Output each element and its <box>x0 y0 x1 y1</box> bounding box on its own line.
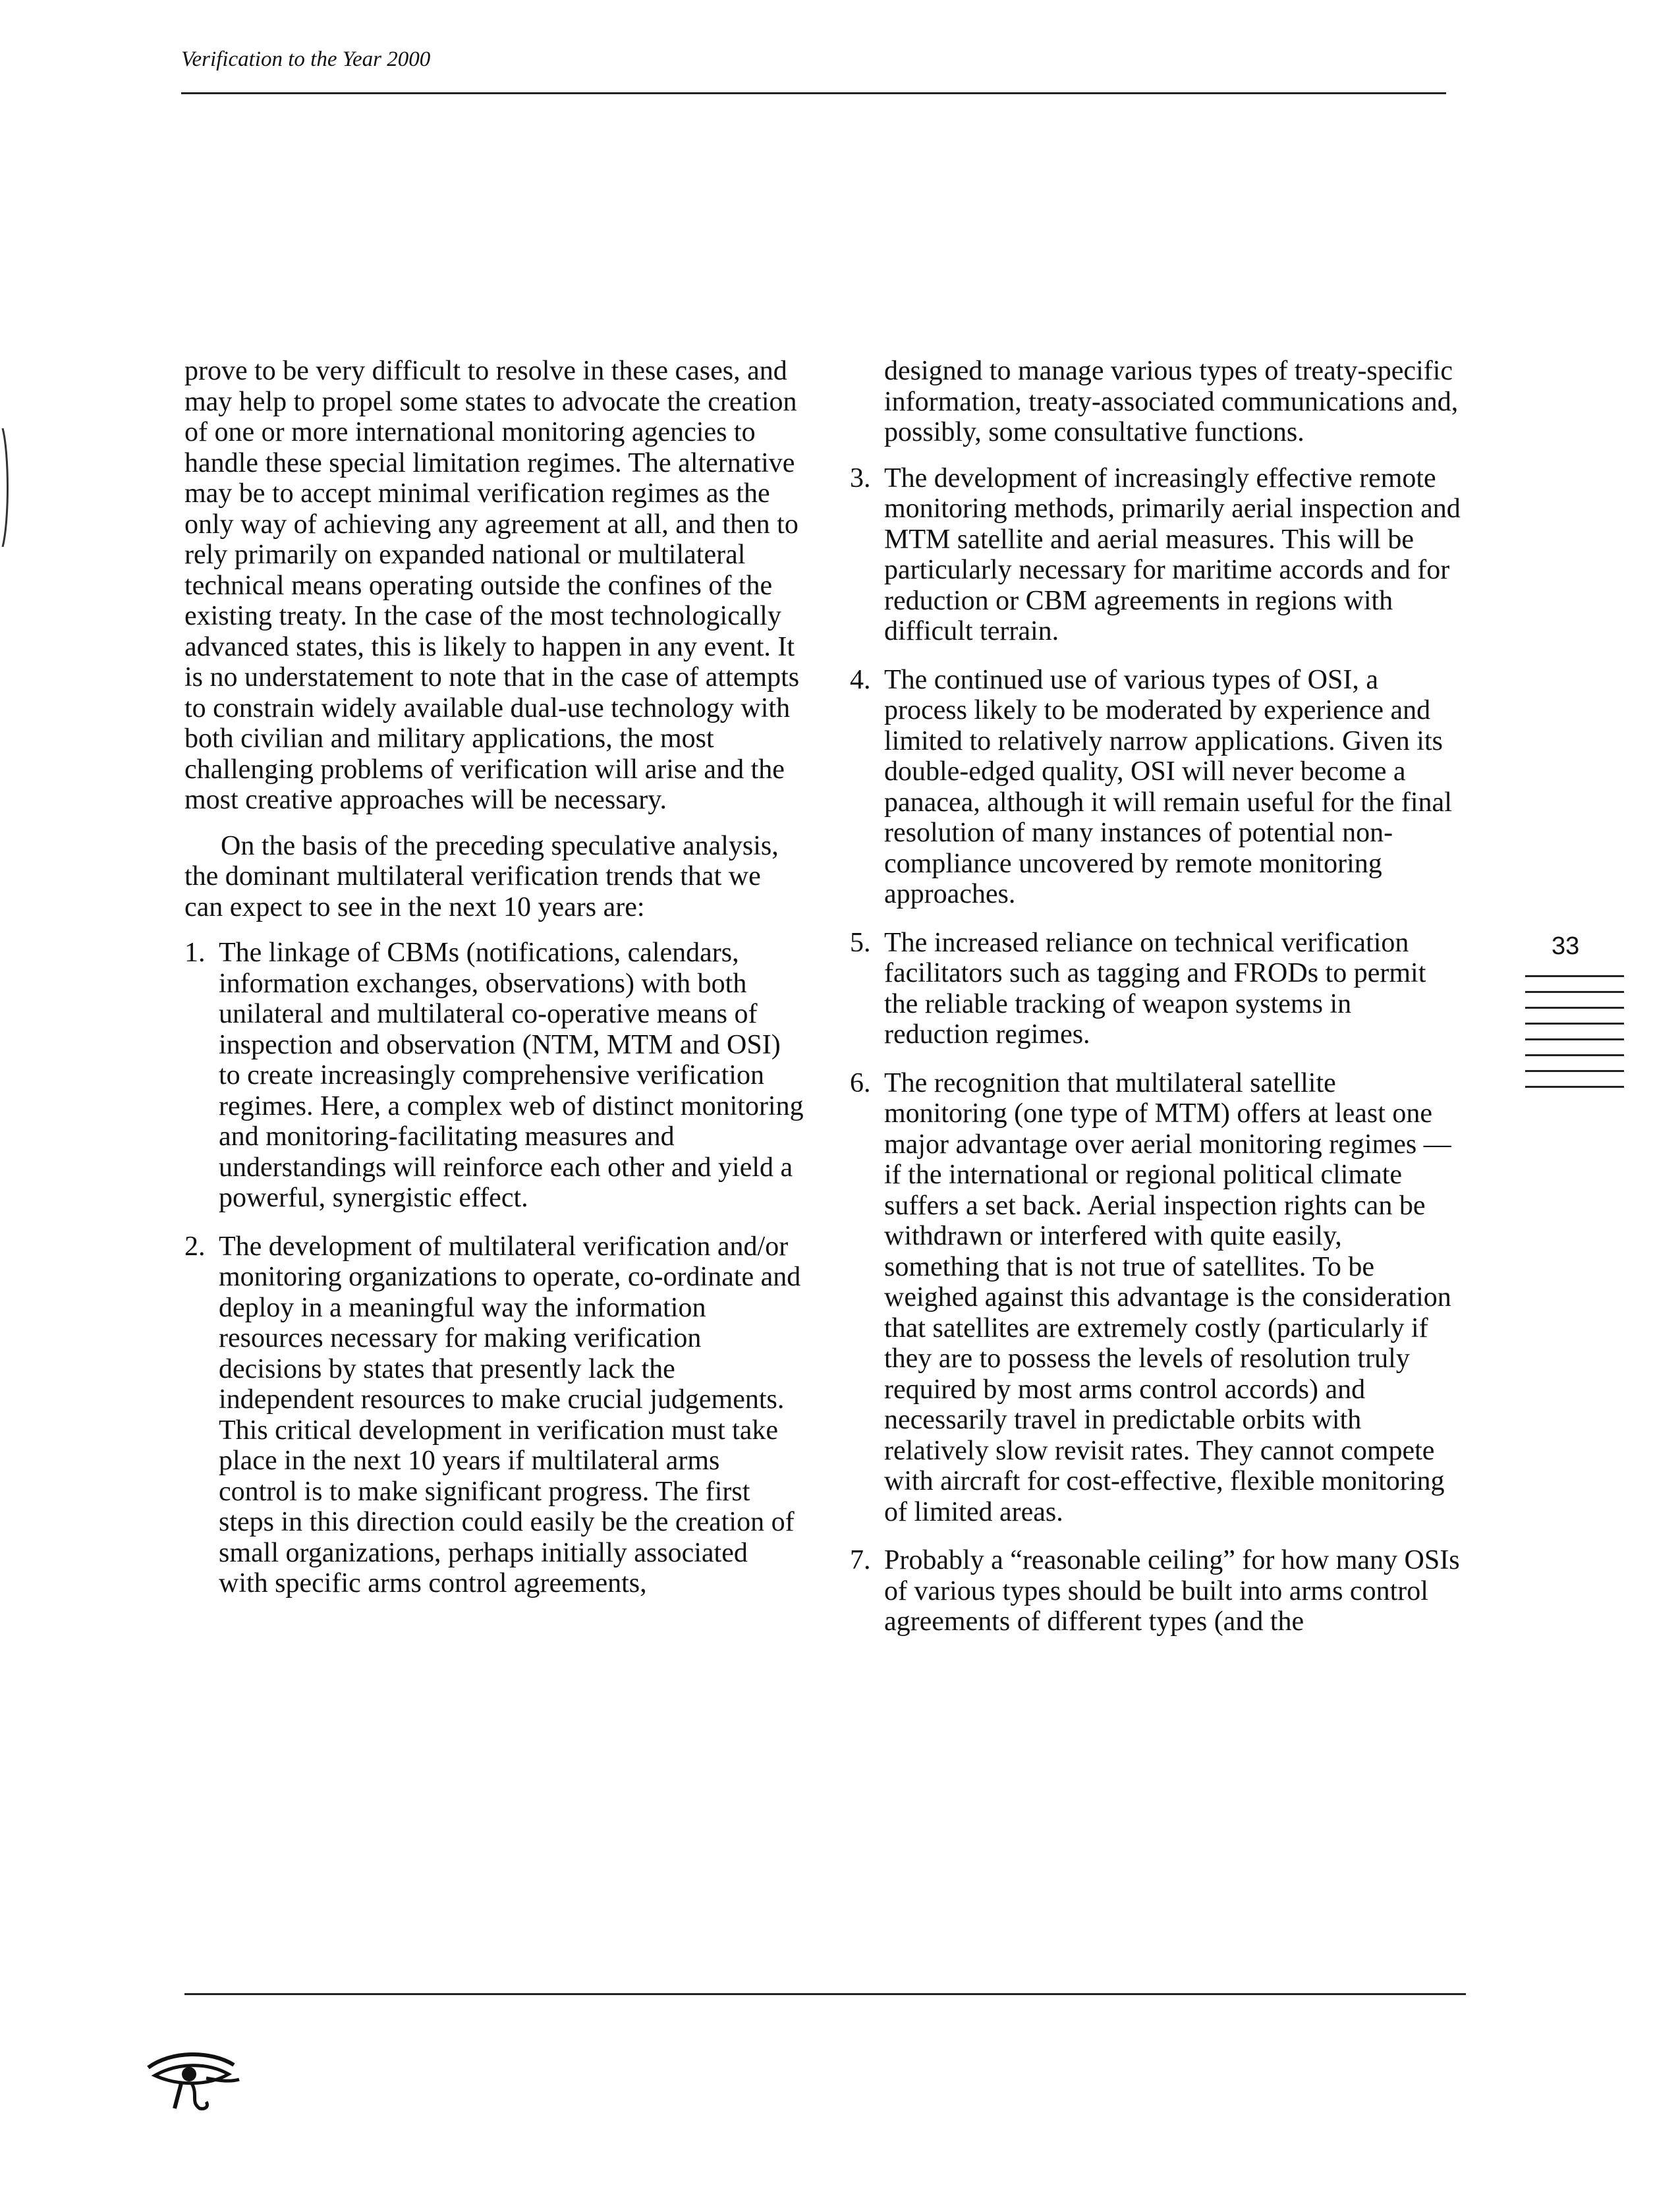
list-item-number: 5. <box>850 927 871 958</box>
right-column <box>850 356 1463 1655</box>
list-item-number: 7. <box>850 1545 871 1575</box>
list-item-number: 6. <box>850 1067 871 1098</box>
paragraph-intro: On the basis of the preceding speculative analysis, the dominant multilateral verification trends that we can expect to see in the next 10 years are: <box>184 830 779 922</box>
list-item <box>184 938 804 1214</box>
list-item-number: 1. <box>184 938 206 968</box>
list-item <box>850 463 1463 647</box>
list-item-text: Probably a “reasonable ceiling” for how many OSIs of various types should be built into arms control agreements of different types (and the <box>884 1545 1460 1637</box>
paragraph-continuation: prove to be very difficult to resolve in these cases, and may help to propel some states to advocate the creation of one or more international monitoring agencies to handle these special limitation regimes. The alternative may be to accept minimal verification regimes as the only way of achieving any agreement at all, and then to rely primarily on expanded national or multilateral technical means operating outside the confines of the existing treaty. In the case of the most technologically advanced states, this is likely to happen in any event. It is no understatement to note that in the case of attempts to constrain widely available dual-use technology with both civilian and military applications, the most challenging problems of verification will arise and the most creative approaches will be necessary. <box>184 356 800 815</box>
header-rule <box>181 92 1446 94</box>
eye-of-horus-icon <box>142 2049 240 2112</box>
running-header: Verification to the Year 2000 <box>181 47 431 71</box>
list-item <box>850 1545 1463 1637</box>
list-item <box>850 1068 1463 1528</box>
margin-rules <box>1525 975 1624 1102</box>
list-item-text: The continued use of various types of OSI, a process likely to be moderated by experience and limited to relatively narrow applications. Given its double-edged quality, OSI will never become a panacea, although it will remain useful for the final resolution of many instances of potential non-compliance uncovered by remote monitoring approaches. <box>884 664 1452 909</box>
footer-rule <box>184 1993 1466 1995</box>
list-item-text: The development of multilateral verification and/or monitoring organizations to operate, co-ordinate and deploy in a meaningful way the information resources necessary for making verification decisions by states that presently lack the independent resources to make crucial judgements. This critical development in verification must take place in the next 10 years if multilateral arms control is to make significant progress. The first steps in this direction could easily be the creation of small organizations, perhaps initially associated with specific arms control agreements, <box>219 1231 801 1598</box>
left-column <box>184 356 804 1617</box>
trend-list-right <box>850 463 1463 1637</box>
list-item <box>850 928 1463 1050</box>
list-item-number: 2. <box>184 1231 206 1262</box>
list-item-text: The recognition that multilateral satellite monitoring (one type of MTM) offers at least one major advantage over aerial monitoring regimes — if the international or regional political climate suffers a set back. Aerial inspection rights can be withdrawn or interfered with quite easily, something that is not true of satellites. To be weighed against this advantage is the consideration that satellites are extremely costly (particularly if they are to possess the levels of resolution truly required by most arms control accords) and necessarily travel in predictable orbits with relatively slow revisit rates. They cannot compete with aircraft for cost-effective, flexible monitoring of limited areas. <box>884 1067 1451 1527</box>
list-item-text: The increased reliance on technical verification facilitators such as tagging and FRODs to permit the reliable tracking of weapon systems in reduction regimes. <box>884 927 1426 1050</box>
list-item-number: 4. <box>850 664 871 695</box>
list-item-number: 3. <box>850 463 871 494</box>
binding-mark <box>0 428 13 547</box>
list-item <box>850 665 1463 910</box>
list-item-text: The development of increasingly effective remote monitoring methods, primarily aerial inspection and MTM satellite and aerial measures. This will be particularly necessary for maritime accords and for reduction or CBM agreements in regions with difficult terrain. <box>884 463 1461 646</box>
trend-list-left <box>184 938 804 1599</box>
page-number: 33 <box>1552 932 1580 960</box>
list-item-text: The linkage of CBMs (notifications, calendars, information exchanges, observations) with both unilateral and multilateral co-operative means of inspection and observation (NTM, MTM and OSI) to create increasingly comprehensive verification regimes. Here, a complex web of distinct monitoring and monitoring-facilitating measures and understandings will reinforce each other and yield a powerful, synergistic effect. <box>219 938 804 1213</box>
paragraph-continuation: designed to manage various types of treaty-specific information, treaty-associated communications and, possibly, some consultative functions. <box>884 356 1459 447</box>
list-item <box>184 1231 804 1599</box>
